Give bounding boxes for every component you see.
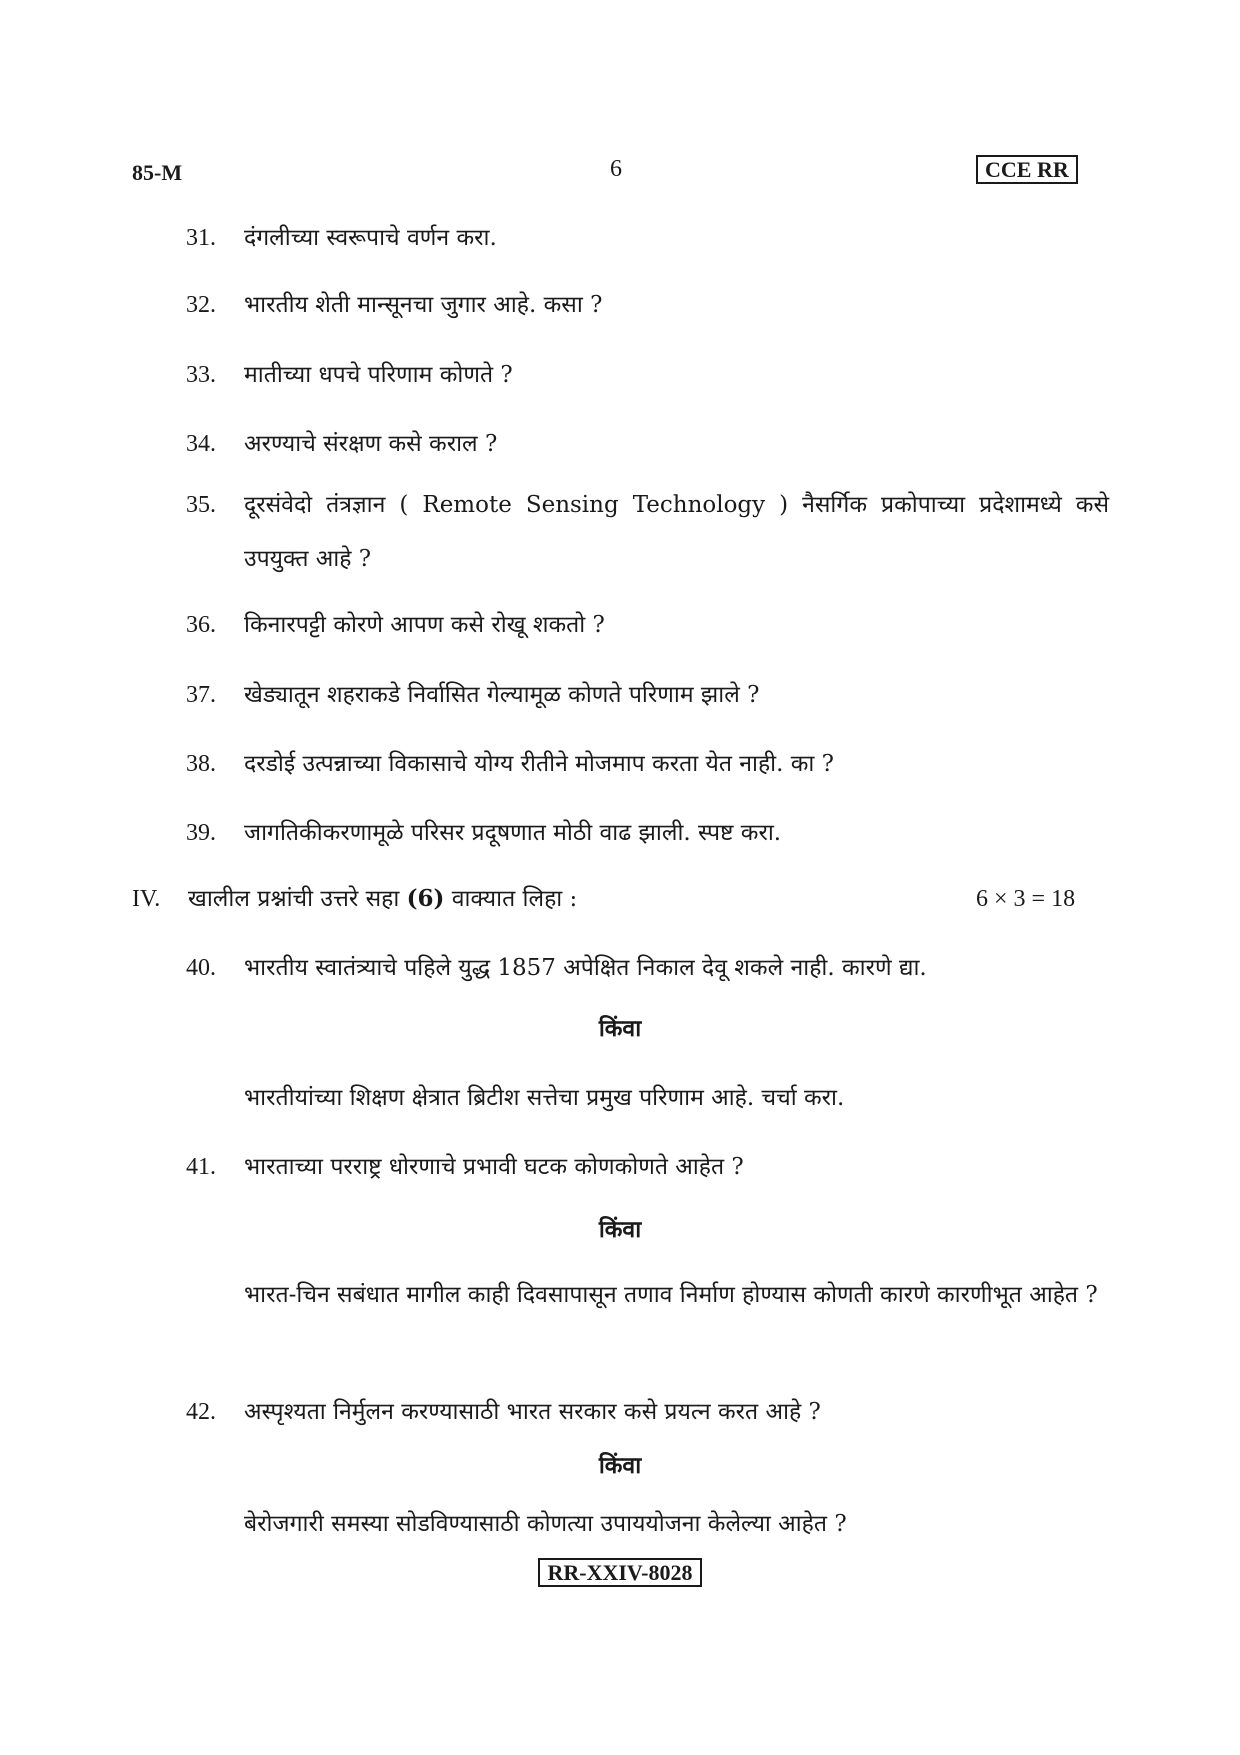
question-number: 39. <box>186 820 216 846</box>
question-number: 42. <box>186 1399 216 1425</box>
question-number: 31. <box>186 225 216 251</box>
question-number: 37. <box>186 682 216 708</box>
question-text: भारतीय स्वातंत्र्याचे पहिले युद्ध 1857 अपेक्षित निकाल देवू शकले नाही. कारणे द्या. <box>244 955 927 981</box>
instruction-text: खालील प्रश्नांची उत्तरे सहा <box>188 886 407 912</box>
footer <box>0 1561 1240 1585</box>
alternative-question-text: बेरोजगारी समस्या सोडविण्यासाठी कोणत्या उपाययोजना केलेल्या आहेत ? <box>244 1511 847 1537</box>
question-number: 32. <box>186 292 216 318</box>
or-divider: किंवा <box>598 1015 642 1042</box>
question-text: जागतिकीकरणामूळे परिसर प्रदूषणात मोठी वाढ झाली. स्पष्ट करा. <box>244 820 782 846</box>
question-text: दरडोई उत्पन्नाच्या विकासाचे योग्य रीतीने मोजमाप करता येत नाही. का ? <box>244 751 835 777</box>
question-text: भारताच्या परराष्ट्र धोरणाचे प्रभावी घटक कोणकोणते आहेत ? <box>244 1154 744 1180</box>
instruction-count: (6) <box>406 885 445 912</box>
section-number: IV. <box>132 886 161 912</box>
or-divider: किंवा <box>598 1452 642 1479</box>
footer-code: RR-XXIV-8028 <box>538 1558 701 1587</box>
alternative-question-text: भारतीयांच्या शिक्षण क्षेत्रात ब्रिटीश सत्तेचा प्रमुख परिणाम आहे. चर्चा करा. <box>244 1085 845 1111</box>
or-divider: किंवा <box>598 1216 642 1243</box>
question-number: 36. <box>186 612 216 638</box>
question-number: 41. <box>186 1154 216 1180</box>
question-text: भारतीय शेती मान्सूनचा जुगार आहे. कसा ? <box>244 292 603 318</box>
alternative-question-text: भारत-चिन सबंधात मागील काही दिवसापासून तणाव निर्माण होण्यास कोणती कारणे कारणीभूत आहेत ? <box>244 1282 1098 1308</box>
question-text: मातीच्या धपचे परिणाम कोणते ? <box>244 362 513 388</box>
question-text: दूरसंवेदो तंत्रज्ञान ( Remote Sensing Technology ) नैसर्गिक प्रकोपाच्या प्रदेशामध्ये कसे उपयुक्त आहे ? <box>244 492 1109 572</box>
question-number: 35. <box>186 492 216 518</box>
page-number: 6 <box>610 156 622 182</box>
question-text: अस्पृश्यता निर्मुलन करण्यासाठी भारत सरकार कसे प्रयत्न करत आहे ? <box>244 1399 821 1425</box>
section-instruction <box>188 884 577 914</box>
question-number: 34. <box>186 431 216 457</box>
section-marks: 6 × 3 = 18 <box>976 886 1076 912</box>
exam-code-box <box>976 158 1078 182</box>
question-text: किनारपट्टी कोरणे आपण कसे रोखू शकतो ? <box>244 612 605 638</box>
question-text: खेड्यातून शहराकडे निर्वासित गेल्यामूळ कोणते परिणाम झाले ? <box>244 682 760 708</box>
instruction-text-end: वाक्यात लिहा : <box>444 886 578 912</box>
exam-code: CCE RR <box>976 155 1078 184</box>
paper-code: 85-M <box>132 160 183 185</box>
question-text: दंगलीच्या स्वरूपाचे वर्णन करा. <box>244 225 497 251</box>
question-number: 40. <box>186 955 216 981</box>
question-text: अरण्याचे संरक्षण कसे कराल ? <box>244 431 498 457</box>
question-number: 33. <box>186 362 216 388</box>
question-number: 38. <box>186 751 216 777</box>
